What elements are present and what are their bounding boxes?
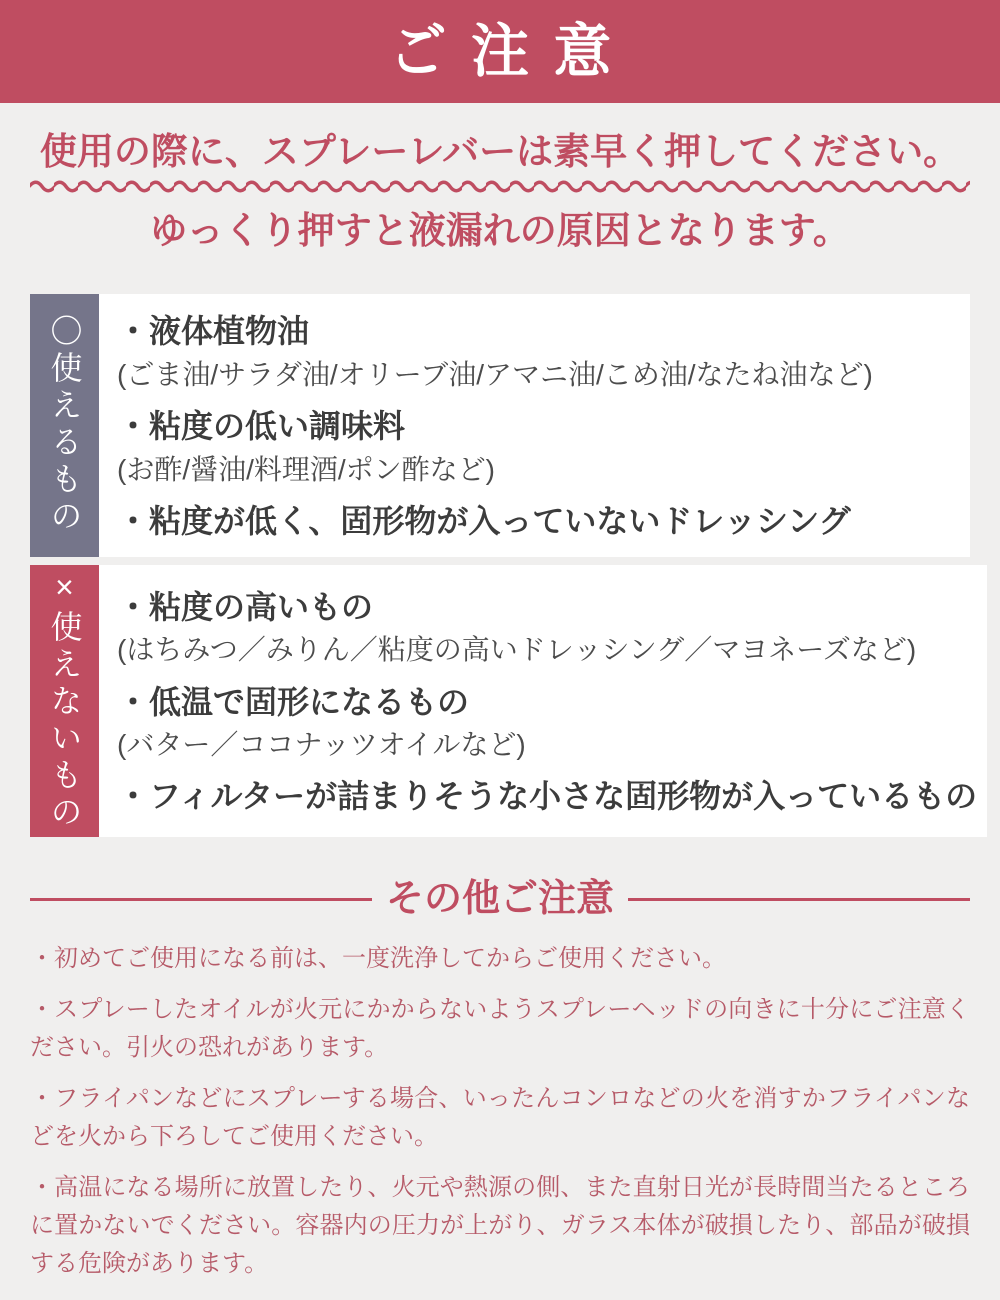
usable-row <box>30 294 970 557</box>
not-usable-item-title: ・低温で固形になるもの <box>117 683 470 720</box>
not-usable-row <box>30 565 978 837</box>
usable-label-text: 〇使えるもの <box>46 314 83 537</box>
notice-title: ご注意 <box>388 18 636 84</box>
wavy-underline <box>0 179 1000 194</box>
lead-warning-line1: 使用の際に、スプレーレバーは素早く押してください。 <box>39 131 961 172</box>
use-table <box>30 294 978 837</box>
other-note: ・フライパンなどにスプレーする場合、いったんコンロなどの火を消すかフライパンなどを火から下ろしてご使用ください。 <box>30 1085 970 1151</box>
other-notes-heading-text: その他ご注意 <box>386 877 615 920</box>
not-usable-item-title: ・粘度の高いもの <box>117 588 374 625</box>
not-usable-label-text: ×使えないもの <box>46 569 83 833</box>
other-note: ・高温になる場所に放置したり、火元や熱源の側、また直射日光が長時間当たるところに置かないでください。容器内の圧力が上がり、ガラス本体が破損したり、部品が破損する危険があります。 <box>30 1174 970 1278</box>
usable-content <box>99 294 970 557</box>
usable-item-title: ・液体植物油 <box>117 313 310 350</box>
other-notes-list <box>30 940 970 1283</box>
heading-rule-left <box>30 898 372 901</box>
other-note: ・初めてご使用になる前は、一度洗浄してからご使用ください。 <box>30 945 726 973</box>
not-usable-content <box>99 565 987 837</box>
other-notes-heading <box>30 877 970 923</box>
usable-item-detail: (お酢/醤油/料理酒/ポン酢など) <box>117 453 495 485</box>
not-usable-label <box>30 565 99 837</box>
notice-banner <box>0 0 1000 103</box>
usable-item-detail: (ごま油/サラダ油/オリーブ油/アマニ油/こめ油/なたね油など) <box>117 358 873 390</box>
other-note: ・スプレーしたオイルが火元にかからないようスプレーヘッドの向きに十分にご注意ください。引火の恐れがあります。 <box>30 996 970 1062</box>
heading-rule-right <box>628 898 970 901</box>
lead-warning-line2: ゆっくり押すと液漏れの原因となります。 <box>150 209 850 251</box>
not-usable-item-detail: (はちみつ／みりん／粘度の高いドレッシング／マヨネーズなど) <box>117 634 917 666</box>
usable-label <box>30 294 99 557</box>
usable-item-title: ・粘度が低く、固形物が入っていないドレッシング <box>117 502 851 539</box>
not-usable-item-title: ・フィルターが詰まりそうな小さな固形物が入っているもの <box>117 778 978 815</box>
not-usable-item-detail: (バター／ココナッツオイルなど) <box>117 729 526 761</box>
usable-item-title: ・粘度の低い調味料 <box>117 408 406 445</box>
